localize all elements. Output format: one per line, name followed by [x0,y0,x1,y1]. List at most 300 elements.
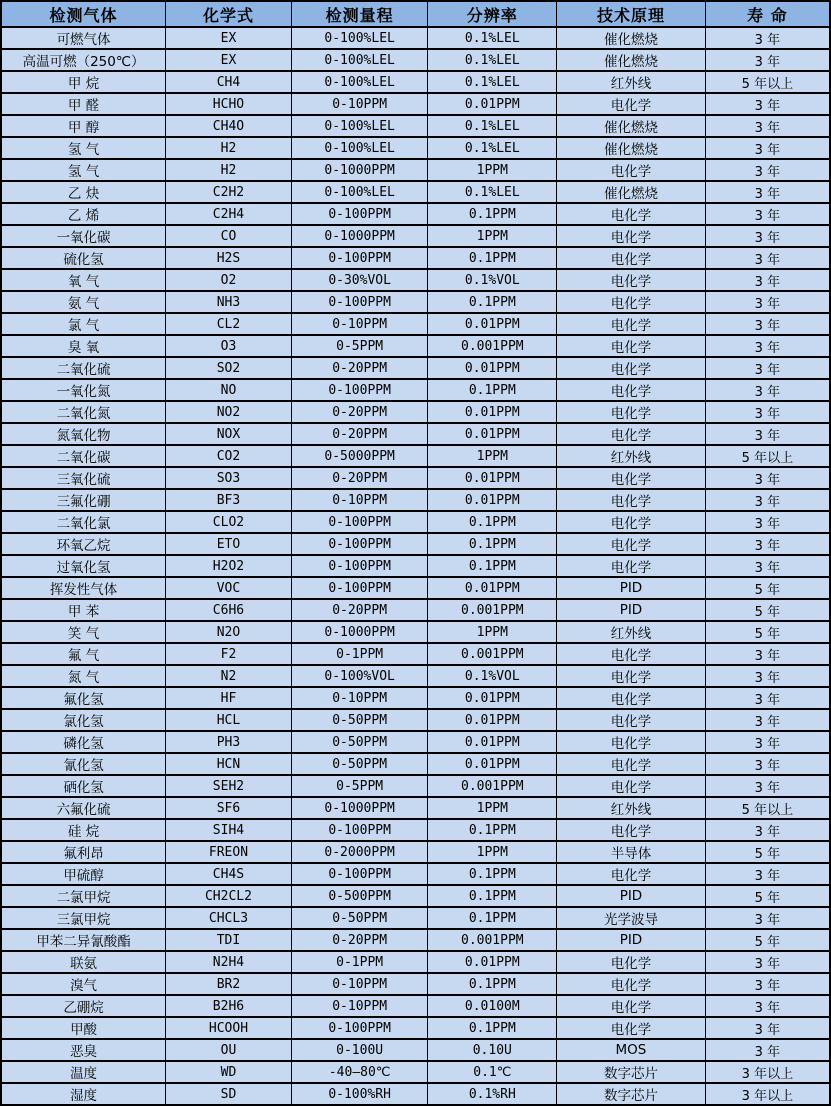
column-header-principle: 技术原理 [557,1,706,27]
principle-cell: 电化学 [557,951,706,973]
resolution-cell: 0.01PPM [428,577,557,599]
range-cell: 0-50PPM [291,753,428,775]
table-row [1,577,830,599]
range-cell: 0-50PPM [291,709,428,731]
resolution-cell: 1PPM [428,841,557,863]
table-row [1,401,830,423]
formula-cell: SIH4 [166,819,292,841]
range-cell: 0-1000PPM [291,159,428,181]
lifespan-cell: 3 年 [705,709,830,731]
column-header-formula: 化学式 [166,1,292,27]
gas-name-cell: 三氯甲烷 [1,907,166,929]
gas-name-cell: 氮 气 [1,665,166,687]
resolution-cell: 0.1%LEL [428,137,557,159]
lifespan-cell: 3 年以上 [705,1083,830,1105]
resolution-cell: 0.1%VOL [428,665,557,687]
principle-cell: 电化学 [557,665,706,687]
table-row [1,93,830,115]
gas-name-cell: 甲硫醇 [1,863,166,885]
range-cell: 0-20PPM [291,423,428,445]
gas-name-cell: 乙 炔 [1,181,166,203]
formula-cell: H2O2 [166,555,292,577]
resolution-cell: 0.01PPM [428,313,557,335]
resolution-cell: 0.01PPM [428,951,557,973]
lifespan-cell: 3 年 [705,379,830,401]
resolution-cell: 1PPM [428,445,557,467]
formula-cell: SF6 [166,797,292,819]
formula-cell: H2S [166,247,292,269]
range-cell: 0-1000PPM [291,225,428,247]
formula-cell: C6H6 [166,599,292,621]
principle-cell: 催化燃烧 [557,115,706,137]
table-row [1,335,830,357]
resolution-cell: 0.1PPM [428,203,557,225]
table-row [1,665,830,687]
range-cell: 0-100PPM [291,203,428,225]
gas-name-cell: 磷化氢 [1,731,166,753]
lifespan-cell: 3 年 [705,49,830,71]
range-cell: 0-10PPM [291,687,428,709]
formula-cell: F2 [166,643,292,665]
column-header-gas: 检测气体 [1,1,166,27]
lifespan-cell: 3 年 [705,731,830,753]
gas-name-cell: 环氧乙烷 [1,533,166,555]
formula-cell: CL2 [166,313,292,335]
formula-cell: CH2CL2 [166,885,292,907]
resolution-cell: 0.1PPM [428,511,557,533]
resolution-cell: 0.001PPM [428,599,557,621]
principle-cell: 催化燃烧 [557,137,706,159]
lifespan-cell: 3 年 [705,357,830,379]
range-cell: 0-10PPM [291,489,428,511]
lifespan-cell: 3 年 [705,225,830,247]
principle-cell: 电化学 [557,731,706,753]
principle-cell: 催化燃烧 [557,49,706,71]
column-header-lifespan: 寿 命 [705,1,830,27]
principle-cell: 电化学 [557,401,706,423]
range-cell: 0-100PPM [291,863,428,885]
table-header [1,1,830,27]
formula-cell: H2 [166,137,292,159]
gas-name-cell: 二氧化氯 [1,511,166,533]
table-row [1,159,830,181]
lifespan-cell: 3 年 [705,753,830,775]
table-row [1,1039,830,1061]
table-row [1,27,830,49]
table-row [1,951,830,973]
range-cell: 0-50PPM [291,731,428,753]
gas-name-cell: 硫化氢 [1,247,166,269]
principle-cell: 电化学 [557,225,706,247]
lifespan-cell: 5 年 [705,885,830,907]
table-row [1,797,830,819]
formula-cell: NH3 [166,291,292,313]
principle-cell: 电化学 [557,423,706,445]
lifespan-cell: 3 年 [705,951,830,973]
principle-cell: 电化学 [557,159,706,181]
gas-name-cell: 一氧化氮 [1,379,166,401]
lifespan-cell: 3 年 [705,269,830,291]
formula-cell: HCHO [166,93,292,115]
gas-name-cell: 恶臭 [1,1039,166,1061]
gas-name-cell: 二氧化碳 [1,445,166,467]
table-row [1,643,830,665]
principle-cell: 数字芯片 [557,1083,706,1105]
formula-cell: SD [166,1083,292,1105]
column-header-resolution: 分辨率 [428,1,557,27]
range-cell: 0-1000PPM [291,621,428,643]
principle-cell: MOS [557,1039,706,1061]
lifespan-cell: 3 年 [705,533,830,555]
resolution-cell: 0.1PPM [428,819,557,841]
lifespan-cell: 5 年 [705,577,830,599]
resolution-cell: 0.1PPM [428,247,557,269]
table-row [1,907,830,929]
formula-cell: NO2 [166,401,292,423]
lifespan-cell: 3 年 [705,643,830,665]
formula-cell: N2 [166,665,292,687]
principle-cell: 红外线 [557,445,706,467]
principle-cell: 电化学 [557,643,706,665]
table-row [1,269,830,291]
gas-name-cell: 甲 苯 [1,599,166,621]
lifespan-cell: 5 年以上 [705,797,830,819]
range-cell: 0-20PPM [291,357,428,379]
formula-cell: NO [166,379,292,401]
table-row [1,973,830,995]
range-cell: 0-20PPM [291,401,428,423]
resolution-cell: 0.1%RH [428,1083,557,1105]
lifespan-cell: 3 年 [705,335,830,357]
gas-name-cell: 二氧化硫 [1,357,166,379]
formula-cell: NOX [166,423,292,445]
lifespan-cell: 3 年以上 [705,1061,830,1083]
table-row [1,555,830,577]
column-header-range: 检测量程 [291,1,428,27]
range-cell: 0-100PPM [291,533,428,555]
principle-cell: PID [557,885,706,907]
table-row [1,423,830,445]
resolution-cell: 0.1PPM [428,973,557,995]
formula-cell: SO3 [166,467,292,489]
formula-cell: PH3 [166,731,292,753]
gas-name-cell: 甲 醛 [1,93,166,115]
range-cell: 0-1PPM [291,951,428,973]
principle-cell: 电化学 [557,819,706,841]
gas-name-cell: 可燃气体 [1,27,166,49]
lifespan-cell: 3 年 [705,489,830,511]
resolution-cell: 0.01PPM [428,357,557,379]
formula-cell: TDI [166,929,292,951]
formula-cell: WD [166,1061,292,1083]
lifespan-cell: 3 年 [705,687,830,709]
table-row [1,863,830,885]
table-row [1,181,830,203]
gas-name-cell: 臭 氧 [1,335,166,357]
principle-cell: PID [557,577,706,599]
table-row [1,511,830,533]
principle-cell: 电化学 [557,973,706,995]
range-cell: 0-100%LEL [291,27,428,49]
range-cell: 0-50PPM [291,907,428,929]
lifespan-cell: 3 年 [705,511,830,533]
formula-cell: SO2 [166,357,292,379]
gas-name-cell: 氟化氢 [1,687,166,709]
table-row [1,885,830,907]
lifespan-cell: 3 年 [705,907,830,929]
formula-cell: HF [166,687,292,709]
gas-name-cell: 氯化氢 [1,709,166,731]
table-row [1,225,830,247]
lifespan-cell: 3 年 [705,181,830,203]
gas-name-cell: 氟利昂 [1,841,166,863]
lifespan-cell: 3 年 [705,973,830,995]
lifespan-cell: 3 年 [705,423,830,445]
formula-cell: CH4O [166,115,292,137]
principle-cell: 电化学 [557,379,706,401]
lifespan-cell: 3 年 [705,863,830,885]
resolution-cell: 0.1%LEL [428,115,557,137]
table-row [1,203,830,225]
resolution-cell: 0.01PPM [428,753,557,775]
principle-cell: 电化学 [557,709,706,731]
principle-cell: PID [557,599,706,621]
formula-cell: CO [166,225,292,247]
table-row [1,1061,830,1083]
resolution-cell: 0.001PPM [428,929,557,951]
range-cell: 0-100PPM [291,1017,428,1039]
formula-cell: OU [166,1039,292,1061]
resolution-cell: 0.1PPM [428,533,557,555]
principle-cell: 电化学 [557,863,706,885]
range-cell: 0-5PPM [291,335,428,357]
gas-name-cell: 二氧化氮 [1,401,166,423]
gas-name-cell: 挥发性气体 [1,577,166,599]
gas-name-cell: 氨 气 [1,291,166,313]
resolution-cell: 0.1%LEL [428,71,557,93]
table-row [1,291,830,313]
table-row [1,753,830,775]
principle-cell: 红外线 [557,71,706,93]
lifespan-cell: 3 年 [705,995,830,1017]
lifespan-cell: 5 年以上 [705,445,830,467]
table-body [1,27,830,1105]
lifespan-cell: 3 年 [705,1017,830,1039]
gas-name-cell: 硒化氢 [1,775,166,797]
formula-cell: O2 [166,269,292,291]
table-row [1,929,830,951]
lifespan-cell: 5 年 [705,621,830,643]
table-row [1,621,830,643]
gas-name-cell: 联氨 [1,951,166,973]
gas-name-cell: 氧 气 [1,269,166,291]
table-row [1,357,830,379]
principle-cell: 电化学 [557,247,706,269]
lifespan-cell: 5 年 [705,599,830,621]
range-cell: 0-20PPM [291,599,428,621]
formula-cell: B2H6 [166,995,292,1017]
resolution-cell: 0.01PPM [428,731,557,753]
range-cell: 0-100PPM [291,291,428,313]
gas-name-cell: 一氧化碳 [1,225,166,247]
range-cell: 0-100PPM [291,555,428,577]
principle-cell: 电化学 [557,335,706,357]
range-cell: 0-20PPM [291,929,428,951]
lifespan-cell: 3 年 [705,313,830,335]
lifespan-cell: 5 年 [705,929,830,951]
resolution-cell: 0.1℃ [428,1061,557,1083]
gas-name-cell: 二氯甲烷 [1,885,166,907]
principle-cell: 红外线 [557,797,706,819]
formula-cell: FREON [166,841,292,863]
resolution-cell: 0.01PPM [428,467,557,489]
principle-cell: 红外线 [557,621,706,643]
formula-cell: CO2 [166,445,292,467]
gas-name-cell: 氮氧化物 [1,423,166,445]
resolution-cell: 0.1PPM [428,863,557,885]
principle-cell: 电化学 [557,203,706,225]
table-row [1,995,830,1017]
resolution-cell: 0.01PPM [428,423,557,445]
formula-cell: O3 [166,335,292,357]
formula-cell: CLO2 [166,511,292,533]
resolution-cell: 1PPM [428,797,557,819]
gas-name-cell: 乙硼烷 [1,995,166,1017]
lifespan-cell: 3 年 [705,247,830,269]
formula-cell: CH4S [166,863,292,885]
gas-name-cell: 甲酸 [1,1017,166,1039]
lifespan-cell: 3 年 [705,291,830,313]
resolution-cell: 0.1%LEL [428,49,557,71]
formula-cell: BF3 [166,489,292,511]
range-cell: 0-500PPM [291,885,428,907]
principle-cell: 电化学 [557,511,706,533]
table-row [1,841,830,863]
range-cell: 0-2000PPM [291,841,428,863]
principle-cell: 电化学 [557,753,706,775]
resolution-cell: 0.001PPM [428,775,557,797]
formula-cell: BR2 [166,973,292,995]
gas-name-cell: 氢 气 [1,137,166,159]
formula-cell: SEH2 [166,775,292,797]
lifespan-cell: 5 年 [705,841,830,863]
lifespan-cell: 3 年 [705,665,830,687]
formula-cell: CH4 [166,71,292,93]
table-row [1,247,830,269]
gas-name-cell: 氢 气 [1,159,166,181]
principle-cell: 电化学 [557,533,706,555]
gas-name-cell: 高温可燃（250℃） [1,49,166,71]
lifespan-cell: 3 年 [705,1039,830,1061]
principle-cell: 催化燃烧 [557,27,706,49]
resolution-cell: 0.01PPM [428,93,557,115]
gas-name-cell: 笑 气 [1,621,166,643]
lifespan-cell: 3 年 [705,203,830,225]
gas-name-cell: 湿度 [1,1083,166,1105]
resolution-cell: 0.001PPM [428,643,557,665]
gas-name-cell: 温度 [1,1061,166,1083]
formula-cell: C2H2 [166,181,292,203]
table-row [1,71,830,93]
resolution-cell: 0.1PPM [428,907,557,929]
range-cell: 0-100PPM [291,247,428,269]
table-row [1,115,830,137]
lifespan-cell: 3 年 [705,401,830,423]
table-row [1,1083,830,1105]
range-cell: 0-5PPM [291,775,428,797]
lifespan-cell: 3 年 [705,555,830,577]
range-cell: 0-100PPM [291,379,428,401]
gas-name-cell: 甲 醇 [1,115,166,137]
gas-name-cell: 甲苯二异氰酸酯 [1,929,166,951]
table-row [1,49,830,71]
gas-name-cell: 氯 气 [1,313,166,335]
resolution-cell: 0.001PPM [428,335,557,357]
table-row [1,731,830,753]
principle-cell: 电化学 [557,269,706,291]
range-cell: 0-20PPM [291,467,428,489]
gas-name-cell: 乙 烯 [1,203,166,225]
formula-cell: N2O [166,621,292,643]
formula-cell: N2H4 [166,951,292,973]
range-cell: 0-10PPM [291,973,428,995]
lifespan-cell: 3 年 [705,819,830,841]
principle-cell: 电化学 [557,93,706,115]
range-cell: 0-100U [291,1039,428,1061]
formula-cell: C2H4 [166,203,292,225]
range-cell: 0-10PPM [291,313,428,335]
resolution-cell: 0.1PPM [428,1017,557,1039]
table-row [1,533,830,555]
formula-cell: EX [166,27,292,49]
table-row [1,313,830,335]
range-cell: 0-100%LEL [291,137,428,159]
table-row [1,599,830,621]
range-cell: 0-100%RH [291,1083,428,1105]
principle-cell: 电化学 [557,313,706,335]
lifespan-cell: 3 年 [705,159,830,181]
table-row [1,709,830,731]
range-cell: 0-100%LEL [291,71,428,93]
resolution-cell: 1PPM [428,225,557,247]
gas-name-cell: 六氟化硫 [1,797,166,819]
formula-cell: EX [166,49,292,71]
resolution-cell: 0.01PPM [428,687,557,709]
range-cell: 0-100%LEL [291,49,428,71]
resolution-cell: 0.1PPM [428,885,557,907]
range-cell: 0-100PPM [291,819,428,841]
principle-cell: 光学波导 [557,907,706,929]
range-cell: 0-100%LEL [291,181,428,203]
resolution-cell: 0.1PPM [428,291,557,313]
resolution-cell: 0.1PPM [428,379,557,401]
range-cell: 0-10PPM [291,995,428,1017]
table-row [1,467,830,489]
principle-cell: 数字芯片 [557,1061,706,1083]
formula-cell: HCN [166,753,292,775]
gas-name-cell: 溴气 [1,973,166,995]
range-cell: 0-30%VOL [291,269,428,291]
gas-name-cell: 硅 烷 [1,819,166,841]
lifespan-cell: 3 年 [705,115,830,137]
lifespan-cell: 5 年以上 [705,71,830,93]
formula-cell: HCL [166,709,292,731]
range-cell: 0-100PPM [291,577,428,599]
range-cell: 0-10PPM [291,93,428,115]
table-row [1,819,830,841]
table-row [1,137,830,159]
formula-cell: H2 [166,159,292,181]
